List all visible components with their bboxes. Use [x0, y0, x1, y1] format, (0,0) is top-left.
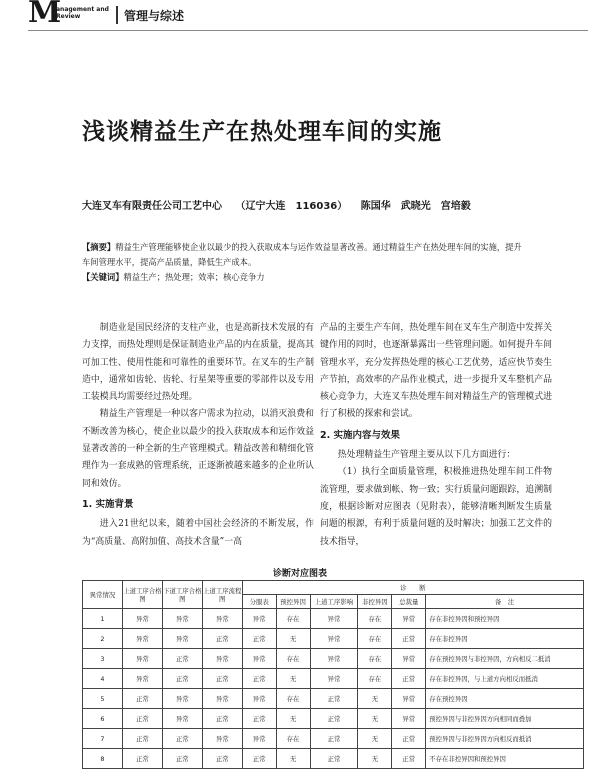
- table-cell: 存在非控异因，与上道方向相反而抵消: [426, 669, 584, 689]
- table-cell: 异常: [242, 649, 276, 669]
- header-cell: 备 注: [426, 595, 584, 609]
- table-cell: 异常: [202, 689, 242, 709]
- table-cell: 正常: [242, 749, 276, 769]
- table-cell: 异常: [392, 709, 426, 729]
- table-cell: 异常: [122, 669, 162, 689]
- table-cell: 异常: [122, 629, 162, 649]
- table-cell: 正常: [122, 749, 162, 769]
- organization: 大连叉车有限责任公司工艺中心: [82, 201, 222, 212]
- table-cell: 预控异因与非控异因方向相反而抵消: [426, 729, 584, 749]
- table-cell: 无: [276, 749, 310, 769]
- table-cell: 正常: [162, 749, 202, 769]
- header-cell: 预控异因: [276, 595, 310, 609]
- table-row: [83, 629, 584, 649]
- table-cell: 无: [358, 749, 392, 769]
- table-cell: 异常: [162, 709, 202, 729]
- location: （辽宁大连 116036）: [235, 201, 348, 212]
- abstract-label: 【摘要】: [82, 242, 116, 252]
- table-cell: 存在: [276, 609, 310, 629]
- paragraph: 产品的主要生产车间，热处理车间在叉车生产制造中发挥关键作用的同时，也逐渐暴露出一些管理问题。如何提升车间管理水平，充分发挥热处理的核心工艺优势，适应快节奏生产节拍，高效率的产品作业模式，进一步提升叉车整机产品核心竞争力，大连叉车热处理车间对精益生产的管理模式进行了积极的探索和尝试。: [320, 323, 552, 420]
- table-cell: 异常: [162, 609, 202, 629]
- table-cell: 无: [358, 709, 392, 729]
- table-cell: 正常: [202, 629, 242, 649]
- table-cell: 7: [83, 729, 123, 749]
- header-group-cell: 诊 断: [242, 581, 583, 595]
- table-cell: 5: [83, 689, 123, 709]
- table-cell: 存在: [276, 649, 310, 669]
- abstract-text: 精益生产管理能够使企业以最少的投入获取成本与运作效益显著改善。通过精益生产在热处理车间的实施，提升车间管理水平，提高产品质量，降低生产成本。: [82, 242, 522, 267]
- table-cell: 正常: [202, 669, 242, 689]
- table-cell: 异常: [242, 689, 276, 709]
- table-cell: 存在非控异因和预控异因: [426, 609, 584, 629]
- table-cell: 异常: [162, 629, 202, 649]
- authors: 陈国华 武晓光 宫培毅: [360, 201, 471, 212]
- header-cell: 总裁量: [392, 595, 426, 609]
- table-cell: 正常: [392, 669, 426, 689]
- table-row: [83, 649, 584, 669]
- table-cell: 正常: [122, 709, 162, 729]
- right-column: [320, 320, 552, 551]
- table-cell: 无: [276, 669, 310, 689]
- table-cell: 无: [358, 689, 392, 709]
- section-name: 管理与综述: [124, 9, 185, 23]
- table-cell: 不存在非控异因和预控异因: [426, 749, 584, 769]
- header-cell: 上道工序影响: [310, 595, 358, 609]
- table-cell: 正常: [162, 729, 202, 749]
- table-cell: 无: [358, 729, 392, 749]
- diagnosis-table: [82, 580, 584, 769]
- table-cell: 无: [276, 709, 310, 729]
- table-cell: 异常: [392, 649, 426, 669]
- table-cell: 正常: [392, 729, 426, 749]
- table-cell: 正常: [242, 629, 276, 649]
- table-cell: 异常: [392, 689, 426, 709]
- table-cell: 存在预控异因: [426, 689, 584, 709]
- table-row: [83, 729, 584, 749]
- table-row: [83, 609, 584, 629]
- table-cell: 正常: [310, 749, 358, 769]
- header-divider: [116, 6, 118, 24]
- journal-logo-text: [56, 6, 109, 20]
- table-cell: 存在: [358, 669, 392, 689]
- table-cell: 存在: [276, 729, 310, 749]
- table-row: [83, 749, 584, 769]
- table-cell: 存在非控异因: [426, 629, 584, 649]
- table-cell: 异常: [242, 729, 276, 749]
- table-cell: 异常: [162, 689, 202, 709]
- table-cell: 异常: [242, 609, 276, 629]
- table-cell: 异常: [310, 629, 358, 649]
- table-cell: 正常: [310, 709, 358, 729]
- table-cell: 4: [83, 669, 123, 689]
- table-cell: 正常: [242, 709, 276, 729]
- table-cell: 正常: [392, 749, 426, 769]
- table-cell: 正常: [310, 729, 358, 749]
- table-cell: 正常: [202, 709, 242, 729]
- table-cell: 异常: [122, 649, 162, 669]
- table-cell: 2: [83, 629, 123, 649]
- paragraph: 进入21世纪以来，随着中国社会经济的不断发展，作为“高质量、高附加值、高技术含量”一高: [82, 519, 314, 547]
- header-cell: 異常情况: [83, 581, 123, 609]
- table-cell: 正常: [310, 689, 358, 709]
- table-cell: 异常: [310, 609, 358, 629]
- journal-logo-letter: M: [28, 0, 61, 30]
- table-cell: 异常: [202, 649, 242, 669]
- paragraph: （1）执行全面质量管理，积极推进热处理车间工件物流管理，要求做到帐、物一致；实行质量问题跟踪，追溯制度，根据诊断对应图表（见附表），能够清晰判断发生质量问题的根源，有利于质量问题的及时解决；加强工艺文件的技术指导，: [320, 467, 552, 547]
- table-cell: 异常: [202, 609, 242, 629]
- table-cell: 正常: [122, 689, 162, 709]
- logo-line-1: anagement and: [56, 6, 109, 13]
- keywords-label: 【关键词】: [82, 272, 124, 282]
- paragraph: 热处理精益生产管理主要从以下几方面进行：: [337, 450, 516, 461]
- table-row: [83, 669, 584, 689]
- table-cell: 预控异因与非控异因方向相同而叠加: [426, 709, 584, 729]
- table-cell: 存在: [276, 689, 310, 709]
- author-affiliation: [82, 197, 481, 212]
- table-row: [83, 709, 584, 729]
- header-cell: 非控异因: [358, 595, 392, 609]
- header-cell: 分服表: [242, 595, 276, 609]
- table-cell: 异常: [122, 609, 162, 629]
- table-cell: 正常: [392, 629, 426, 649]
- section-heading: 1. 实施背景: [82, 498, 134, 510]
- table-cell: 正常: [162, 649, 202, 669]
- table-cell: 异常: [392, 609, 426, 629]
- left-column: [82, 320, 314, 551]
- section-heading: 2. 实施内容与效果: [320, 429, 401, 441]
- journal-header: [28, 2, 588, 32]
- table-cell: 正常: [202, 749, 242, 769]
- table-cell: 1: [83, 609, 123, 629]
- table-cell: 异常: [202, 729, 242, 749]
- keywords: [82, 270, 522, 285]
- table-cell: 8: [83, 749, 123, 769]
- keywords-text: 精益生产；热处理；效率；核心竞争力: [123, 272, 265, 282]
- table-cell: 存在: [358, 629, 392, 649]
- table-cell: 异常: [310, 649, 358, 669]
- article-title: 浅谈精益生产在热处理车间的实施: [82, 119, 442, 145]
- table-cell: 存在: [358, 609, 392, 629]
- abstract: [82, 240, 522, 270]
- table-title: 诊断对应图表: [272, 569, 327, 579]
- table-cell: 正常: [242, 669, 276, 689]
- abstract-block: [82, 240, 522, 285]
- table-cell: 存在预控异因与非控异因，方向相反二抵消: [426, 649, 584, 669]
- table-cell: 异常: [310, 669, 358, 689]
- paragraph: 精益生产管理是一种以客户需求为拉动，以消灭浪费和不断改善为核心，使企业以最少的投入获取成本和运作效益显著改善的一种全新的生产管理模式。精益改善和精细化管理作为一套成熟的管理系统，正逐渐被越来越多的企业所认同和效仿。: [82, 409, 314, 489]
- header-cell: 下道工序合格图: [162, 581, 202, 609]
- header-cell: 上道工序合格图: [122, 581, 162, 609]
- table-cell: 无: [276, 629, 310, 649]
- table-cell: 存在: [358, 649, 392, 669]
- table-cell: 3: [83, 649, 123, 669]
- table-cell: 正常: [162, 669, 202, 689]
- table-body: [83, 609, 584, 769]
- header-rule: [28, 30, 588, 31]
- table-row: [83, 689, 584, 709]
- table-cell: 6: [83, 709, 123, 729]
- paragraph: 制造业是国民经济的支柱产业，也是高新技术发展的有力支撑，而热处理则是保证制造业产品的内在质量，提高其可加工性、使用性能和可靠性的重要环节。在叉车的生产制造中，通常如齿轮、齿轮、行星架等重要的零部件以及专用工装模具均需要经过热处理。: [82, 323, 314, 403]
- logo-line-2: Review: [56, 13, 81, 20]
- header-cell: 上道工序流程图: [202, 581, 242, 609]
- table-cell: 正常: [122, 729, 162, 749]
